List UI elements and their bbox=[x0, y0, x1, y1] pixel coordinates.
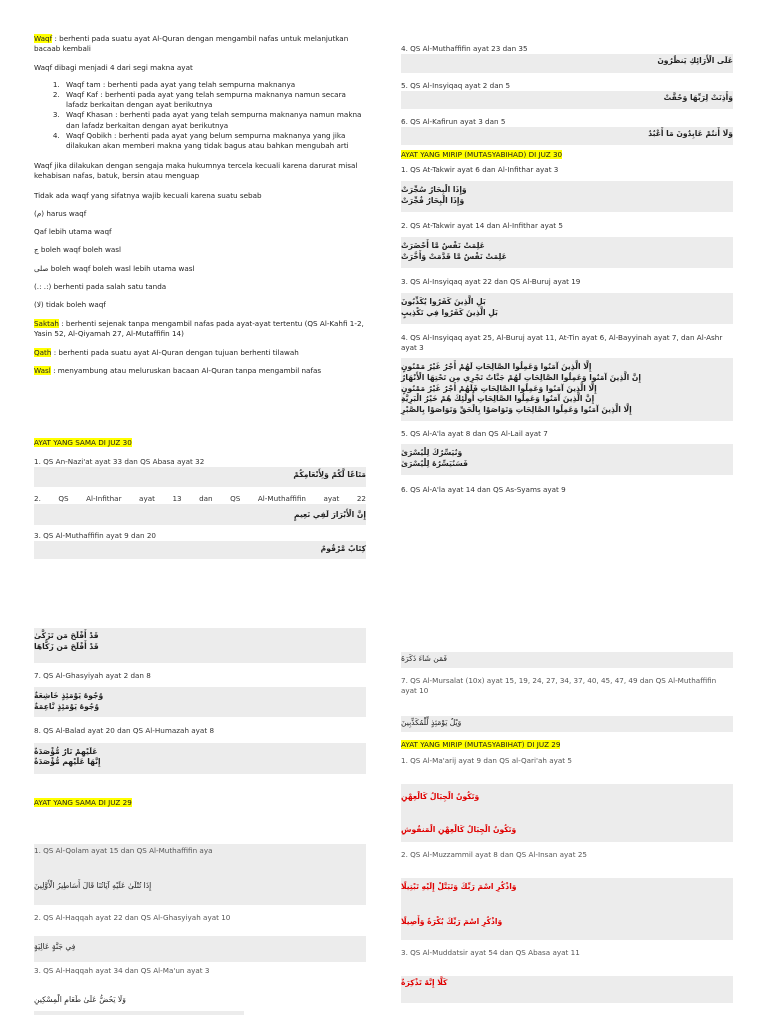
arabic-verse: إِنَّهَا عَلَيْهِم مُّؤْصَدَةٌ bbox=[34, 757, 101, 767]
arabic-verse-block bbox=[34, 628, 366, 663]
arabic-verse: فَسَنُيَسِّرُهُ لِلْيُسْرَىٰ bbox=[401, 458, 468, 468]
arabic-verse: وَنُيَسِّرُكَ لِلْيُسْرَىٰ bbox=[401, 448, 463, 458]
section-heading: AYAT YANG MIRIP (MUTASYABIHAD) DI JUZ 30 bbox=[401, 150, 563, 159]
ayat-sama-juz30-section bbox=[34, 438, 366, 559]
verse-ref: 2. QS At-Takwir ayat 14 dan Al-Infithar ayat 5 bbox=[401, 221, 563, 230]
arabic-verse: كَلَّا إِنَّهُ تَذْكِرَةٌ bbox=[401, 976, 733, 1003]
arabic-verse: إِنَّ الَّذِينَ آمَنُوا وَعَمِلُوا الصَّالِحَاتِ لَهُمْ جَنَّاتٌ تَجْرِي مِن تَحْتِهَا الْأَنْهَارُ bbox=[401, 372, 641, 382]
right-top-column bbox=[401, 44, 733, 495]
arabic-verse: بَلِ الَّذِينَ كَفَرُوا يُكَذِّبُونَ bbox=[401, 297, 486, 306]
arabic-verse-block bbox=[34, 687, 366, 718]
arabic-verse: عَلِمَتْ نَفْسٌ مَّا قَدَّمَتْ وَأَخَّرَتْ bbox=[401, 252, 507, 261]
arabic-verse: عَلَيْهِمْ نَارٌ مُّؤْصَدَةٌ bbox=[34, 746, 98, 756]
arabic-verse: مَتَاعًا لَّكُمْ وَلِأَنْعَامِكُمْ bbox=[34, 467, 366, 487]
waqf-symbol-item: صلى boleh waqf boleh wasl lebih utama wasl bbox=[34, 263, 195, 273]
arabic-verse: فَمَن شَاءَ ذَكَرَهُ bbox=[401, 652, 733, 668]
verse-ref: 3. QS Al-Haqqah ayat 34 dan QS Al-Ma'un ayat 3 bbox=[34, 966, 210, 976]
verse-ref: 1. QS An-Nazi'at ayat 33 dan QS Abasa ayat 32 bbox=[34, 457, 205, 467]
waqf-types-list bbox=[34, 80, 366, 152]
list-item: 2. Waqf Kaf : berhenti pada ayat yang telah sempurna maknanya namun secara lafadz berkaitan dengan ayat berikutnya bbox=[62, 90, 366, 110]
arabic-verse: عَلِمَتْ نَفْسٌ مَّا أَحْضَرَتْ bbox=[401, 241, 485, 251]
waqf-symbol-item: (لا) tidak boleh waqf bbox=[34, 299, 106, 309]
verse-ref: 1. QS At-Takwir ayat 6 dan Al-Infithar ayat 3 bbox=[401, 165, 559, 175]
right-bottom-column bbox=[401, 652, 733, 1003]
waqf-symbol-item: Qaf lebih utama waqf bbox=[34, 227, 112, 237]
left-bottom-column bbox=[34, 628, 366, 1015]
left-top-column bbox=[34, 34, 366, 376]
arabic-verse: وَلَا يَحُضُّ عَلَىٰ طَعَامِ الْمِسْكِينِ bbox=[34, 994, 126, 1004]
verse-ref: 1. QS Al-Qolam ayat 15 dan QS Al-Muthaffifin aya bbox=[34, 846, 213, 856]
verse-ref: 5. QS Al-A'la ayat 8 dan QS Al-Lail ayat 7 bbox=[401, 428, 548, 438]
arabic-verse: كِتَابٌ مَّرْقُومٌ bbox=[34, 541, 366, 559]
waqf-wajib-text: Tidak ada waqf yang sifatnya wajib kecuali karena suatu sebab bbox=[34, 190, 262, 200]
arabic-verse: بَلِ الَّذِينَ كَفَرُوا فِي تَكْذِيبٍ bbox=[401, 307, 498, 317]
verse-ref: 7. QS Al-Mursalat (10x) ayat 15, 19, 24, 27, 34, 37, 40, 45, 47, 49 dan QS Al-Muthaffifin ayat 10 bbox=[401, 675, 717, 695]
qath-term: Qath bbox=[34, 347, 52, 357]
arabic-verse: وَإِذَا الْبِحَارُ فُجِّرَتْ bbox=[401, 196, 465, 206]
arabic-verse: إِلَّا الَّذِينَ آمَنُوا وَعَمِلُوا الصَّالِحَاتِ وَتَوَاصَوْا بِالْحَقِّ وَتَوَاصَوْا بِالصَّبْرِ bbox=[401, 405, 632, 415]
arabic-verse: وَيْلٌ يَوْمَئِذٍ لِّلْمُكَذِّبِينَ bbox=[401, 716, 733, 732]
arabic-verse: عَلَى الْأَرَائِكِ يَنظُرُونَ bbox=[401, 54, 733, 73]
verse-ref: 5. QS Al-Insyiqaq ayat 2 dan 5 bbox=[401, 81, 511, 90]
saktah-term: Saktah bbox=[34, 319, 59, 329]
arabic-verse: إِلَّا الَّذِينَ آمَنُوا وَعَمِلُوا الصَّالِحَاتِ لَهُمْ أَجْرٌ غَيْرُ مَمْنُونٍ bbox=[401, 362, 592, 371]
arabic-verse: وَتَكُونُ الْجِبَالُ كَالْعِهْنِ bbox=[401, 792, 480, 802]
arabic-verse-block bbox=[401, 293, 733, 324]
verse-ref: 4. QS Al-Insyiqaq ayat 25, Al-Buruj ayat 11, At-Tin ayat 6, Al-Bayyinah ayat 7, dan Al-Ashr ayat 3 bbox=[401, 332, 723, 352]
verse-ref: 3. QS Al-Muddatsir ayat 54 dan QS Abasa ayat 11 bbox=[401, 947, 580, 957]
arabic-verse: وَتَكُونُ الْجِبَالُ كَالْعِهْنِ الْمَنفُوشِ bbox=[401, 825, 517, 835]
arabic-verse: وَأَذِنَتْ لِرَبِّهَا وَحُقَّتْ bbox=[401, 91, 733, 109]
arabic-verse-block bbox=[401, 444, 733, 475]
waqf-definition: Waqf : berhenti pada suatu ayat Al-Quran dengan mengambil nafas untuk melanjutkan bacaab kembali bbox=[34, 34, 349, 54]
verse-ref: 6. QS Al-A'la ayat 14 dan QS As-Syams ayat 9 bbox=[401, 484, 566, 494]
waqf-divided-text: Waqf dibagi menjadi 4 dari segi makna ayat bbox=[34, 63, 193, 73]
verse-ref: 8. QS Al-Balad ayat 20 dan QS Al-Humazah ayat 8 bbox=[34, 726, 215, 736]
arabic-verse: إِنَّ الْأَبْرَارَ لَفِي نَعِيمٍ bbox=[34, 504, 366, 525]
verse-ref: 3. QS Al-Muthaffifin ayat 9 dan 20 bbox=[34, 531, 156, 541]
list-item: 1. Waqf tam : berhenti pada ayat yang telah sempurna maknanya bbox=[62, 80, 366, 90]
arabic-verse: إِذَا تُتْلَىٰ عَلَيْهِ آيَاتُنَا قَالَ أَسَاطِيرُ الْأَوَّلِينَ bbox=[34, 880, 152, 890]
verse-ref: 2. QS Al-Infithar ayat 13 dan QS Al-Muthaffifin ayat 22 bbox=[34, 494, 366, 504]
section-heading: AYAT YANG SAMA DI JUZ 30 bbox=[34, 438, 132, 447]
arabic-verse: إِنَّ الَّذِينَ آمَنُوا وَعَمِلُوا الصَّالِحَاتِ أُولَٰئِكَ هُمْ خَيْرُ الْبَرِيَّةِ bbox=[401, 394, 595, 404]
arabic-verse-block bbox=[401, 878, 733, 940]
list-item: 3. Waqf Khasan : berhenti pada ayat yang telah sempurna maknanya namun makna dan lafadz berkaitan dengan ayat berikutnya bbox=[62, 110, 366, 130]
waqf-hukum-text: Waqf jika dilakukan dengan sengaja maka hukumnya tercela kecuali karena darurat misal kehabisan nafas, batuk, bersin atau menguap bbox=[34, 161, 358, 181]
qath-definition: Qath : berhenti pada suatu ayat Al-Quran dengan tujuan berhenti tilawah bbox=[34, 347, 299, 357]
arabic-verse: قَدْ أَفْلَحَ مَن تَزَكَّىٰ bbox=[34, 631, 99, 640]
divider-bar bbox=[34, 1011, 244, 1015]
verse-ref: 1. QS Al-Ma'arij ayat 9 dan QS al-Qari'ah ayat 5 bbox=[401, 756, 572, 766]
arabic-verse-block bbox=[401, 358, 733, 421]
verse-ref: 2. QS Al-Haqqah ayat 22 dan QS Al-Ghasyiyah ayat 10 bbox=[34, 913, 231, 923]
arabic-verse-block bbox=[401, 181, 733, 212]
verse-ref: 4. QS Al-Muthaffifin ayat 23 dan 35 bbox=[401, 44, 528, 53]
arabic-verse: وُجُوهٌ يَوْمَئِذٍ خَاشِعَةٌ bbox=[34, 690, 104, 700]
wasl-definition: Wasl : menyambung atau meluruskan bacaan Al-Quran tanpa mengambil nafas bbox=[34, 365, 322, 375]
section-heading: AYAT YANG SAMA DI JUZ 29 bbox=[34, 798, 132, 808]
waqf-symbol-item: (م) harus waqf bbox=[34, 208, 87, 218]
waqf-term: Waqf bbox=[34, 34, 53, 43]
wasl-term: Wasl bbox=[34, 365, 51, 375]
section-heading: AYAT YANG MIRIP (MUTASYABIHAT) DI JUZ 29 bbox=[401, 740, 561, 749]
arabic-verse-block bbox=[401, 784, 733, 842]
verse-ref: 7. QS Al-Ghasyiyah ayat 2 dan 8 bbox=[34, 670, 151, 680]
arabic-verse: قَدْ أَفْلَحَ مَن زَكَّاهَا bbox=[34, 641, 99, 651]
arabic-verse-block bbox=[401, 237, 733, 268]
arabic-verse: وَإِذَا الْبِحَارُ سُجِّرَتْ bbox=[401, 185, 467, 195]
arabic-verse: وُجُوهٌ يَوْمَئِذٍ نَّاعِمَةٌ bbox=[34, 701, 100, 711]
arabic-verse: فِي جَنَّةٍ عَالِيَةٍ bbox=[34, 936, 366, 963]
arabic-verse: وَاذْكُرِ اسْمَ رَبِّكَ وَتَبَتَّلْ إِلَيْهِ تَبْتِيلًا bbox=[401, 882, 517, 892]
verse-block bbox=[34, 844, 366, 905]
arabic-verse: وَاذْكُرِ اسْمَ رَبِّكَ بُكْرَةً وَأَصِيلًا bbox=[401, 917, 503, 926]
waqf-symbol-item: (.: .:) berhenti pada salah satu tanda bbox=[34, 281, 167, 291]
arabic-verse-block bbox=[34, 743, 366, 775]
verse-ref: 2. QS Al-Muzzammil ayat 8 dan QS Al-Insan ayat 25 bbox=[401, 850, 587, 859]
verse-ref: 3. QS Al-Insyiqaq ayat 22 dan QS Al-Buruj ayat 19 bbox=[401, 276, 581, 286]
arabic-verse: إِلَّا الَّذِينَ آمَنُوا وَعَمِلُوا الصَّالِحَاتِ فَلَهُمْ أَجْرٌ غَيْرُ مَمْنُونٍ bbox=[401, 383, 597, 393]
saktah-definition: Saktah : berhenti sejenak tanpa mengambil nafas pada ayat-ayat tertentu (QS Al-Kahfi 1-2, Yasin 52, Al-Qiyamah 27, Al-Mutaffifin 14) bbox=[34, 319, 364, 339]
verse-ref: 6. QS Al-Kafirun ayat 3 dan 5 bbox=[401, 117, 506, 126]
arabic-verse: وَلَا أَنتُمْ عَابِدُونَ مَا أَعْبُدُ bbox=[401, 127, 733, 145]
waqf-symbol-item: ج boleh waqf boleh wasl bbox=[34, 245, 122, 255]
list-item: 4. Waqf Qobikh : berhenti pada ayat yang belum sempurna maknanya yang jika dilakukan akan memberi makna yang tidak bagus atau bahkan mengubah arti bbox=[62, 131, 366, 151]
